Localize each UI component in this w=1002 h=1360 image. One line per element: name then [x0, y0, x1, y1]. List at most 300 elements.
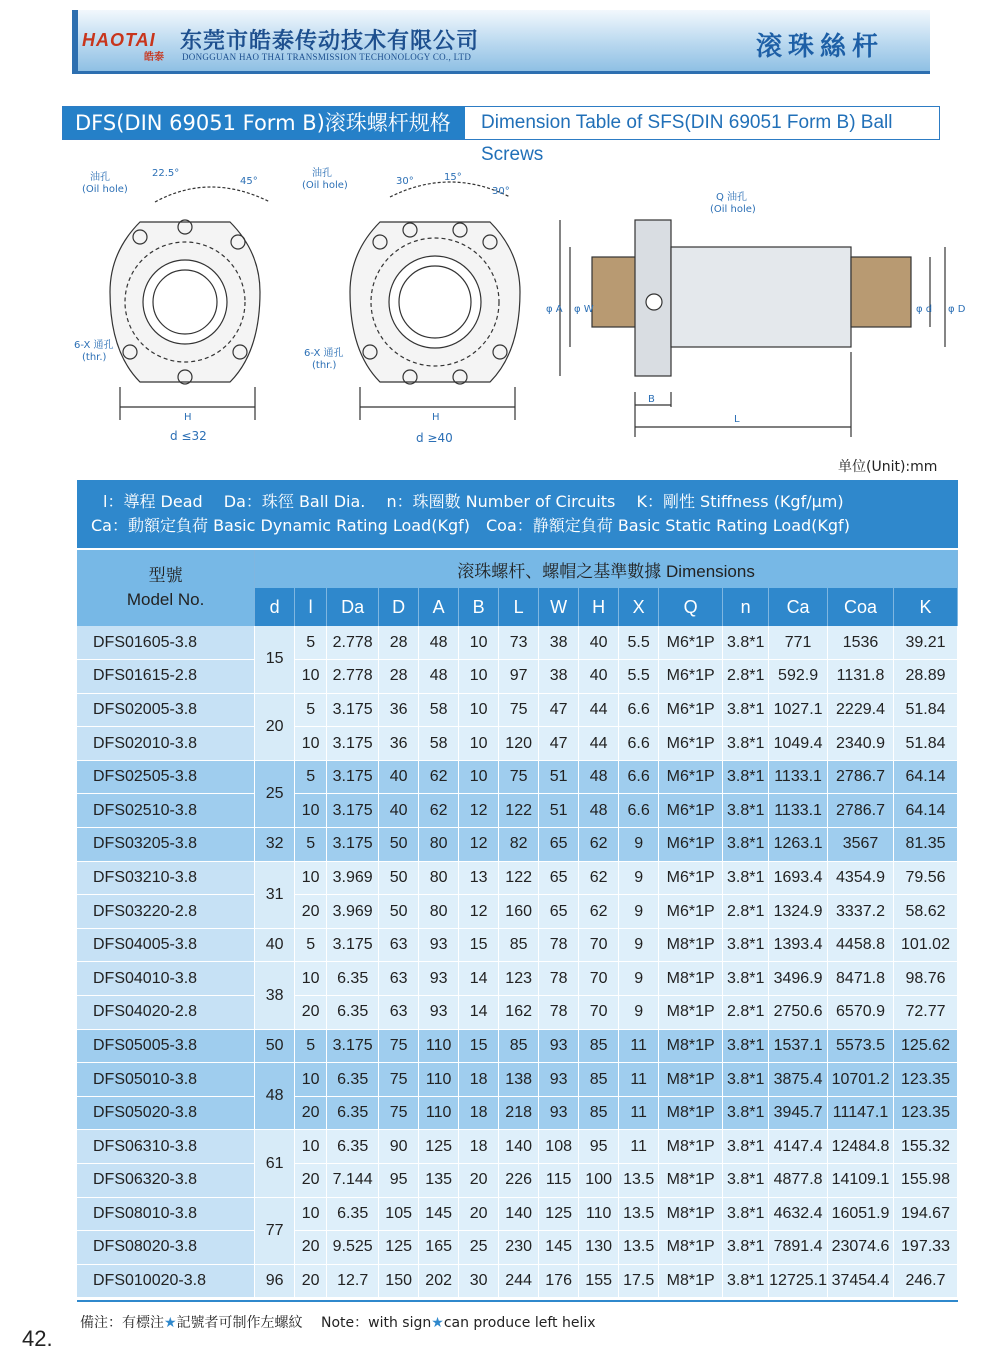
cell-n: 3.8*1	[723, 794, 769, 828]
table-row	[77, 828, 958, 862]
cell-l: 5	[295, 760, 327, 794]
model-cell: DFS04005-3.8	[77, 928, 255, 962]
cell-da: 3.175	[327, 727, 379, 761]
cell-a: 165	[419, 1231, 459, 1265]
cell-k: 64.14	[894, 760, 958, 794]
cell-coa: 1536	[828, 626, 894, 660]
d-cell: 32	[255, 828, 295, 862]
cell-q: M6*1P	[659, 895, 723, 929]
cell-b: 18	[459, 1096, 499, 1130]
column-header: K	[894, 588, 958, 626]
model-cell: DFS08020-3.8	[77, 1231, 255, 1265]
model-header-cn: 型號	[148, 566, 183, 585]
cell-a: 58	[419, 727, 459, 761]
cell-coa: 6570.9	[828, 996, 894, 1030]
cell-w: 51	[539, 760, 579, 794]
cell-n: 3.8*1	[723, 1164, 769, 1198]
cell-d: 90	[379, 1130, 419, 1164]
cell-n: 3.8*1	[723, 1197, 769, 1231]
cell-a: 135	[419, 1164, 459, 1198]
cell-l: 140	[499, 1130, 539, 1164]
cell-x: 13.5	[619, 1197, 659, 1231]
cell-ca: 1324.9	[769, 895, 828, 929]
cell-x: 13.5	[619, 1164, 659, 1198]
cell-b: 12	[459, 828, 499, 862]
cell-da: 3.969	[327, 895, 379, 929]
phi-a-label: φ A	[546, 304, 563, 315]
cell-k: 194.67	[894, 1197, 958, 1231]
cell-b: 12	[459, 794, 499, 828]
table-row	[77, 1096, 958, 1130]
cell-b: 12	[459, 895, 499, 929]
d-cell: 20	[255, 693, 295, 760]
cell-l: 20	[295, 996, 327, 1030]
cell-l: 75	[499, 760, 539, 794]
table-row	[77, 760, 958, 794]
cell-ca: 2750.6	[769, 996, 828, 1030]
column-header: Ca	[769, 588, 828, 626]
cell-h: 62	[579, 861, 619, 895]
table-row	[77, 962, 958, 996]
model-cell: DFS01605-3.8	[77, 626, 255, 660]
cell-x: 6.6	[619, 693, 659, 727]
cell-x: 11	[619, 1096, 659, 1130]
cell-ca: 3945.7	[769, 1096, 828, 1130]
star-icon: ★	[164, 1315, 177, 1331]
cell-h: 95	[579, 1130, 619, 1164]
angle-label-22-5: 22.5°	[152, 168, 180, 179]
cell-q: M6*1P	[659, 828, 723, 862]
cell-l: 20	[295, 1096, 327, 1130]
cell-l: 120	[499, 727, 539, 761]
cell-d: 63	[379, 928, 419, 962]
cell-a: 48	[419, 626, 459, 660]
cell-x: 9	[619, 895, 659, 929]
cell-x: 5.5	[619, 660, 659, 694]
cell-a: 80	[419, 895, 459, 929]
l-label: L	[734, 414, 740, 425]
cell-h: 130	[579, 1231, 619, 1265]
cell-q: M6*1P	[659, 794, 723, 828]
cell-coa: 2786.7	[828, 794, 894, 828]
cell-d: 40	[379, 794, 419, 828]
cell-h: 40	[579, 660, 619, 694]
cell-b: 18	[459, 1130, 499, 1164]
cell-ca: 4877.8	[769, 1164, 828, 1198]
cell-l: 122	[499, 794, 539, 828]
cell-l: 5	[295, 928, 327, 962]
cell-k: 81.35	[894, 828, 958, 862]
cell-ca: 3875.4	[769, 1063, 828, 1097]
company-logo	[82, 26, 172, 63]
cell-coa: 3567	[828, 828, 894, 862]
cell-w: 51	[539, 794, 579, 828]
cell-d: 36	[379, 693, 419, 727]
cell-a: 93	[419, 962, 459, 996]
cell-da: 3.175	[327, 928, 379, 962]
cell-a: 93	[419, 928, 459, 962]
oil-hole-label-2: 油孔	[312, 168, 332, 179]
cell-k: 58.62	[894, 895, 958, 929]
cell-ca: 12725.1	[769, 1264, 828, 1298]
d-ge-label: d ≥40	[416, 431, 453, 445]
cell-x: 11	[619, 1130, 659, 1164]
model-cell: DFS06320-3.8	[77, 1164, 255, 1198]
cell-h: 85	[579, 1096, 619, 1130]
logo-sub: 皓泰	[144, 52, 164, 63]
cell-q: M8*1P	[659, 1063, 723, 1097]
cell-w: 78	[539, 928, 579, 962]
cell-k: 155.32	[894, 1130, 958, 1164]
d-cell: 25	[255, 760, 295, 827]
cell-k: 125.62	[894, 1029, 958, 1063]
technical-drawings	[60, 162, 966, 452]
cell-d: 75	[379, 1029, 419, 1063]
cell-ca: 1263.1	[769, 828, 828, 862]
cell-da: 3.175	[327, 828, 379, 862]
cell-coa: 16051.9	[828, 1197, 894, 1231]
cell-l: 10	[295, 1130, 327, 1164]
legend-line-2: Ca：動額定負荷 Basic Dynamic Rating Load(Kgf) Coa：静額定負荷 Basic Static Rating Load(Kgf)	[91, 516, 850, 535]
cell-da: 6.35	[327, 1130, 379, 1164]
cell-ca: 592.9	[769, 660, 828, 694]
legend-box	[77, 480, 958, 548]
cell-b: 30	[459, 1264, 499, 1298]
cell-d: 95	[379, 1164, 419, 1198]
cell-l: 5	[295, 693, 327, 727]
cell-da: 2.778	[327, 660, 379, 694]
cell-h: 85	[579, 1029, 619, 1063]
model-cell: DFS02010-3.8	[77, 727, 255, 761]
model-header-en: Model No.	[126, 590, 205, 609]
cell-l: 162	[499, 996, 539, 1030]
cell-h: 40	[579, 626, 619, 660]
cell-da: 12.7	[327, 1264, 379, 1298]
cell-l: 97	[499, 660, 539, 694]
cell-w: 47	[539, 693, 579, 727]
table-row	[77, 794, 958, 828]
cell-n: 3.8*1	[723, 1063, 769, 1097]
cell-l: 160	[499, 895, 539, 929]
column-header: Q	[659, 588, 723, 626]
h-label-2: H	[432, 412, 440, 423]
phi-d-large-label: φ D	[948, 304, 966, 315]
angle-label-45: 45°	[240, 176, 258, 187]
cell-b: 14	[459, 962, 499, 996]
unit-label: 单位(Unit):mm	[838, 459, 938, 475]
angle-label-30b: 30°	[492, 186, 510, 197]
model-cell: DFS03220-2.8	[77, 895, 255, 929]
phi-w-label: φ W	[574, 304, 594, 315]
cell-l: 5	[295, 626, 327, 660]
b-label: B	[648, 394, 655, 405]
cell-da: 6.35	[327, 1063, 379, 1097]
cell-h: 110	[579, 1197, 619, 1231]
cell-h: 44	[579, 727, 619, 761]
cell-coa: 14109.1	[828, 1164, 894, 1198]
cell-q: M6*1P	[659, 727, 723, 761]
cell-l: 10	[295, 660, 327, 694]
cell-ca: 1537.1	[769, 1029, 828, 1063]
cell-w: 65	[539, 861, 579, 895]
cell-d: 36	[379, 727, 419, 761]
cell-l: 218	[499, 1096, 539, 1130]
cell-k: 39.21	[894, 626, 958, 660]
cell-ca: 1393.4	[769, 928, 828, 962]
cell-n: 2.8*1	[723, 895, 769, 929]
nut-body	[671, 247, 851, 347]
q-oil-label: Q 油孔	[716, 192, 748, 203]
company-name-cn: 东莞市皓泰传动技术有限公司	[180, 29, 480, 54]
cell-x: 11	[619, 1063, 659, 1097]
column-header: n	[723, 588, 769, 626]
cell-d: 63	[379, 996, 419, 1030]
cell-ca: 4632.4	[769, 1197, 828, 1231]
header-banner	[72, 10, 930, 74]
cell-b: 20	[459, 1164, 499, 1198]
cell-x: 6.6	[619, 760, 659, 794]
cell-d: 50	[379, 828, 419, 862]
cell-ca: 4147.4	[769, 1130, 828, 1164]
cell-l: 10	[295, 861, 327, 895]
cell-d: 105	[379, 1197, 419, 1231]
cell-w: 38	[539, 660, 579, 694]
cell-q: M8*1P	[659, 1130, 723, 1164]
cell-b: 13	[459, 861, 499, 895]
cell-l: 20	[295, 1264, 327, 1298]
cell-h: 48	[579, 794, 619, 828]
cell-w: 125	[539, 1197, 579, 1231]
cell-n: 3.8*1	[723, 928, 769, 962]
cell-da: 3.175	[327, 794, 379, 828]
cell-a: 58	[419, 693, 459, 727]
model-cell: DFS010020-3.8	[77, 1264, 255, 1298]
cell-a: 62	[419, 760, 459, 794]
d-cell: 96	[255, 1264, 295, 1298]
cell-ca: 1133.1	[769, 760, 828, 794]
cell-q: M8*1P	[659, 996, 723, 1030]
column-header: Da	[327, 588, 379, 626]
table-row	[77, 1231, 958, 1265]
column-header: H	[579, 588, 619, 626]
section-title: 滚珠絲杆	[755, 32, 884, 62]
cell-k: 123.35	[894, 1063, 958, 1097]
cell-w: 78	[539, 962, 579, 996]
cell-w: 47	[539, 727, 579, 761]
cell-l: 10	[295, 962, 327, 996]
cell-d: 125	[379, 1231, 419, 1265]
cell-d: 150	[379, 1264, 419, 1298]
cell-w: 93	[539, 1096, 579, 1130]
cell-d: 50	[379, 895, 419, 929]
table-row	[77, 1130, 958, 1164]
d-cell: 48	[255, 1063, 295, 1130]
cell-ca: 3496.9	[769, 962, 828, 996]
phi-d-small-label: φ d	[916, 304, 933, 315]
oil-hole-label-1-en: (Oil hole)	[82, 184, 128, 195]
cell-n: 3.8*1	[723, 828, 769, 862]
cell-l: 244	[499, 1264, 539, 1298]
cell-k: 98.76	[894, 962, 958, 996]
model-cell: DFS05005-3.8	[77, 1029, 255, 1063]
cell-h: 70	[579, 996, 619, 1030]
holes-label-2-en: (thr.)	[312, 360, 337, 371]
model-cell: DFS04010-3.8	[77, 962, 255, 996]
cell-coa: 10701.2	[828, 1063, 894, 1097]
cell-l: 85	[499, 928, 539, 962]
h-label-1: H	[184, 412, 192, 423]
page-title-en: Dimension Table of SFS(DIN 69051 Form B) Ball Screws	[481, 112, 893, 165]
cell-n: 3.8*1	[723, 760, 769, 794]
cell-d: 40	[379, 760, 419, 794]
cell-l: 20	[295, 895, 327, 929]
cell-b: 15	[459, 1029, 499, 1063]
cell-k: 51.84	[894, 693, 958, 727]
cell-q: M6*1P	[659, 760, 723, 794]
column-header: B	[459, 588, 499, 626]
table-row	[77, 626, 958, 660]
cell-l: 85	[499, 1029, 539, 1063]
cell-coa: 4354.9	[828, 861, 894, 895]
cell-x: 6.6	[619, 727, 659, 761]
cell-b: 10	[459, 693, 499, 727]
d-le-label: d ≤32	[170, 429, 207, 443]
cell-x: 9	[619, 861, 659, 895]
cell-a: 93	[419, 996, 459, 1030]
cell-x: 11	[619, 1029, 659, 1063]
cell-n: 3.8*1	[723, 962, 769, 996]
company-name-en: DONGGUAN HAO THAI TRANSMISSION TECHONOLOGY CO., LTD	[182, 52, 472, 62]
d-cell: 31	[255, 861, 295, 928]
table-body	[77, 626, 958, 1298]
cell-coa: 8471.8	[828, 962, 894, 996]
cell-x: 6.6	[619, 794, 659, 828]
cell-q: M8*1P	[659, 1197, 723, 1231]
angle-label-15: 15°	[444, 172, 462, 183]
cell-b: 10	[459, 660, 499, 694]
cell-n: 3.8*1	[723, 1231, 769, 1265]
cell-coa: 12484.8	[828, 1130, 894, 1164]
model-cell: DFS05020-3.8	[77, 1096, 255, 1130]
cell-n: 3.8*1	[723, 626, 769, 660]
cell-x: 9	[619, 928, 659, 962]
cell-l: 20	[295, 1164, 327, 1198]
cell-coa: 2786.7	[828, 760, 894, 794]
footnote	[80, 1312, 596, 1332]
cell-coa: 5573.5	[828, 1029, 894, 1063]
table-row	[77, 1164, 958, 1198]
angle-label-30a: 30°	[396, 176, 414, 187]
cell-w: 176	[539, 1264, 579, 1298]
column-header: W	[539, 588, 579, 626]
cell-l: 10	[295, 794, 327, 828]
cell-da: 6.35	[327, 996, 379, 1030]
q-oil-label-en: (Oil hole)	[710, 204, 756, 215]
cell-b: 10	[459, 727, 499, 761]
d-cell: 15	[255, 626, 295, 693]
cell-coa: 3337.2	[828, 895, 894, 929]
cell-l: 226	[499, 1164, 539, 1198]
d-cell: 38	[255, 962, 295, 1029]
cell-h: 62	[579, 895, 619, 929]
cell-n: 2.8*1	[723, 996, 769, 1030]
cell-w: 108	[539, 1130, 579, 1164]
column-header: l	[295, 588, 327, 626]
cell-da: 7.144	[327, 1164, 379, 1198]
cell-l: 140	[499, 1197, 539, 1231]
cell-w: 78	[539, 996, 579, 1030]
table-row	[77, 1029, 958, 1063]
cell-q: M8*1P	[659, 1029, 723, 1063]
cell-l: 122	[499, 861, 539, 895]
cell-k: 101.02	[894, 928, 958, 962]
cell-n: 3.8*1	[723, 1096, 769, 1130]
cell-a: 125	[419, 1130, 459, 1164]
cell-k: 64.14	[894, 794, 958, 828]
cell-l: 138	[499, 1063, 539, 1097]
cell-a: 110	[419, 1029, 459, 1063]
cell-x: 9	[619, 962, 659, 996]
legend-line-1: l：導程 Dead Da：珠徑 Ball Dia. n：珠圈數 Number of Circuits K：剛性 Stiffness (Kgf/μm)	[103, 492, 844, 511]
cell-q: M6*1P	[659, 660, 723, 694]
cell-a: 110	[419, 1063, 459, 1097]
column-header: A	[419, 588, 459, 626]
d-cell: 61	[255, 1130, 295, 1197]
ballscrew-shaft-right	[851, 257, 911, 327]
cell-l: 10	[295, 1063, 327, 1097]
cell-l: 123	[499, 962, 539, 996]
cell-b: 10	[459, 760, 499, 794]
spec-table	[77, 550, 958, 1298]
cell-q: M8*1P	[659, 1164, 723, 1198]
cell-n: 3.8*1	[723, 1264, 769, 1298]
cell-h: 62	[579, 828, 619, 862]
column-header: Coa	[828, 588, 894, 626]
cell-h: 44	[579, 693, 619, 727]
cell-h: 155	[579, 1264, 619, 1298]
cell-a: 62	[419, 794, 459, 828]
group-header: 滚珠螺杆、螺帽之基準數據 Dimensions	[255, 550, 958, 588]
cell-q: M6*1P	[659, 693, 723, 727]
cell-a: 80	[419, 828, 459, 862]
cell-da: 6.35	[327, 962, 379, 996]
oil-hole-label-2-en: (Oil hole)	[302, 180, 348, 191]
table-row	[77, 928, 958, 962]
page-title-cn: DFS(DIN 69051 Form B)滚珠螺杆规格表	[63, 107, 465, 139]
cell-k: 197.33	[894, 1231, 958, 1265]
cell-q: M6*1P	[659, 861, 723, 895]
logo-text: HAOTAI	[82, 30, 156, 50]
cell-d: 28	[379, 626, 419, 660]
cell-n: 3.8*1	[723, 1130, 769, 1164]
cell-ca: 1049.4	[769, 727, 828, 761]
cell-a: 110	[419, 1096, 459, 1130]
model-cell: DFS08010-3.8	[77, 1197, 255, 1231]
star-icon-2: ★	[431, 1315, 444, 1331]
cell-k: 51.84	[894, 727, 958, 761]
table-row	[77, 996, 958, 1030]
cell-k: 246.7	[894, 1264, 958, 1298]
cell-k: 155.98	[894, 1164, 958, 1198]
cell-da: 3.969	[327, 861, 379, 895]
cell-l: 73	[499, 626, 539, 660]
cell-h: 100	[579, 1164, 619, 1198]
cell-ca: 1027.1	[769, 693, 828, 727]
cell-n: 3.8*1	[723, 1029, 769, 1063]
cell-l: 230	[499, 1231, 539, 1265]
note-middle: 記號者可制作左螺紋 Note：with sign	[176, 1315, 432, 1331]
holes-label-1-en: (thr.)	[82, 352, 107, 363]
